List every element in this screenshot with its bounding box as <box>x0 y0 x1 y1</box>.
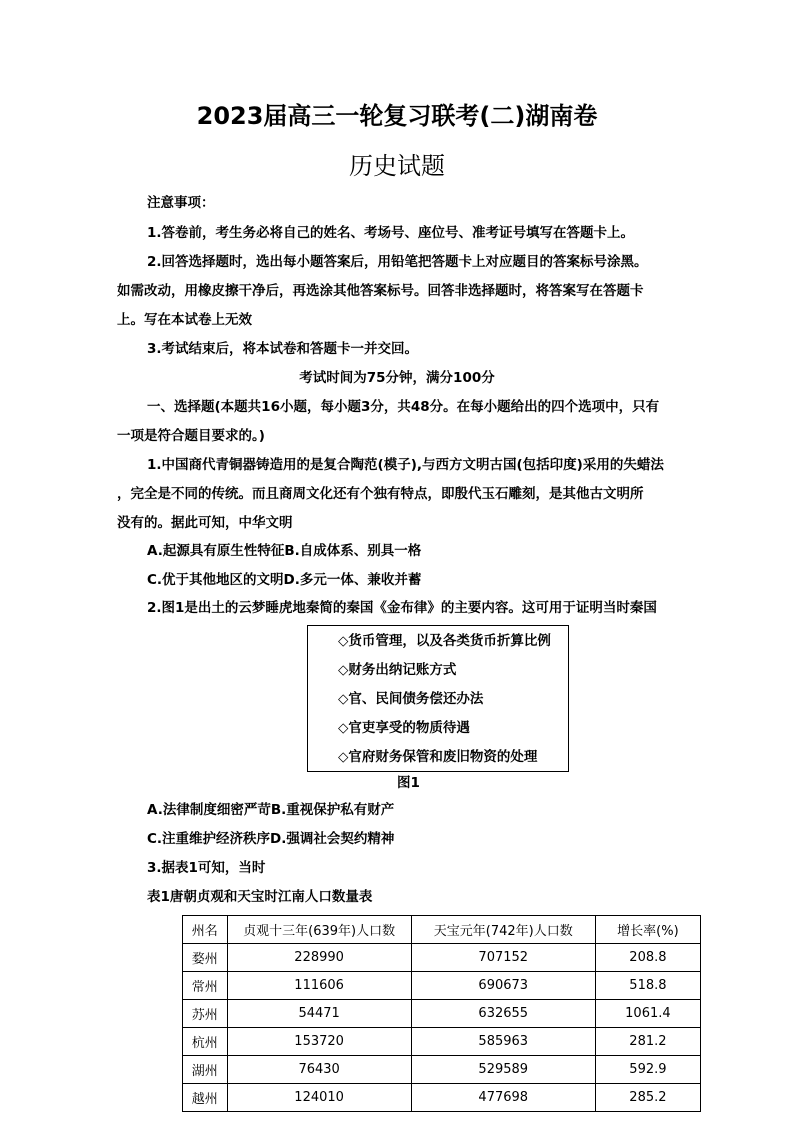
exam-time: 考试时间为75分钟，满分100分 <box>299 370 495 386</box>
table-row <box>183 1056 701 1084</box>
table-cell: 111606 <box>227 972 411 1000</box>
table-cell: 湖州 <box>183 1056 228 1084</box>
table-1-caption: 表1唐朝贞观和天宝时江南人口数量表 <box>147 889 373 905</box>
figure-item: ◇官府财务保管和废旧物资的处理 <box>338 749 538 765</box>
notice-item-2-line-1: 2.回答选择题时，选出每小题答案后，用铅笔把答题卡上对应题目的答案标号涂黑。 <box>147 254 648 270</box>
notice-item-2-line-2: 如需改动，用橡皮擦干净后，再选涂其他答案标号。回答非选择题时，将答案写在答题卡 <box>117 283 644 299</box>
section-1-line-1: 一、选择题(本题共16小题，每小题3分，共48分。在每小题给出的四个选项中，只有 <box>147 399 660 415</box>
figure-1-caption: 图1 <box>397 775 420 791</box>
table-cell: 54471 <box>227 1000 411 1028</box>
table-cell: 常州 <box>183 972 228 1000</box>
table-cell: 越州 <box>183 1084 228 1112</box>
q3-stem: 3.据表1可知，当时 <box>147 860 266 876</box>
table-row <box>183 944 701 972</box>
table-header-cell: 贞观十三年(639年)人口数 <box>227 916 411 944</box>
figure-item: ◇财务出纳记账方式 <box>338 662 457 678</box>
table-cell: 153720 <box>227 1028 411 1056</box>
table-cell: 婺州 <box>183 944 228 972</box>
table-cell: 76430 <box>227 1056 411 1084</box>
page-subtitle: 历史试题 <box>349 152 445 180</box>
population-table <box>182 915 701 1112</box>
table-cell: 632655 <box>411 1000 595 1028</box>
table-cell: 苏州 <box>183 1000 228 1028</box>
table-cell: 592.9 <box>595 1056 700 1084</box>
table-cell: 杭州 <box>183 1028 228 1056</box>
table-row <box>183 972 701 1000</box>
q1-options-ab: A.起源具有原生性特征B.自成体系、别具一格 <box>147 543 422 559</box>
notice-item-3: 3.考试结束后，将本试卷和答题卡一并交回。 <box>147 341 419 357</box>
q2-options-cd: C.注重维护经济秩序D.强调社会契约精神 <box>147 831 395 847</box>
q1-options-cd: C.优于其他地区的文明D.多元一体、兼收并蓄 <box>147 572 422 588</box>
table-row <box>183 1000 701 1028</box>
notice-item-1: 1.答卷前，考生务必将自己的姓名、考场号、座位号、准考证号填写在答题卡上。 <box>147 225 635 241</box>
q1-stem-line-3: 没有的。据此可知，中华文明 <box>117 515 293 531</box>
table-cell: 707152 <box>411 944 595 972</box>
table-cell: 1061.4 <box>595 1000 700 1028</box>
table-header-cell: 增长率(%) <box>595 916 700 944</box>
table-header-cell: 州名 <box>183 916 228 944</box>
table-cell: 208.8 <box>595 944 700 972</box>
table-row <box>183 1084 701 1112</box>
table-cell: 285.2 <box>595 1084 700 1112</box>
page-title: 2023届高三一轮复习联考(二)湖南卷 <box>196 102 598 130</box>
table-cell: 585963 <box>411 1028 595 1056</box>
table-header-cell: 天宝元年(742年)人口数 <box>411 916 595 944</box>
table-cell: 124010 <box>227 1084 411 1112</box>
figure-item: ◇货币管理，以及各类货币折算比例 <box>338 633 551 649</box>
section-1-line-2: 一项是符合题目要求的。) <box>117 428 265 444</box>
figure-item: ◇官吏享受的物质待遇 <box>338 720 470 736</box>
notice-heading: 注意事项： <box>147 195 215 211</box>
table-cell: 529589 <box>411 1056 595 1084</box>
figure-item: ◇官、民间债务偿还办法 <box>338 691 484 707</box>
q1-stem-line-1: 1.中国商代青铜器铸造用的是复合陶范(模子),与西方文明古国(包括印度)采用的失蜡法 <box>147 457 664 473</box>
table-row <box>183 1028 701 1056</box>
table-cell: 518.8 <box>595 972 700 1000</box>
table-cell: 690673 <box>411 972 595 1000</box>
q1-stem-line-2: ，完全是不同的传统。而且商周文化还有个独有特点，即殷代玉石雕刻，是其他古文明所 <box>117 486 644 502</box>
table-cell: 477698 <box>411 1084 595 1112</box>
figure-1-box <box>307 625 569 772</box>
table-cell: 281.2 <box>595 1028 700 1056</box>
notice-item-2-line-3: 上。写在本试卷上无效 <box>117 312 252 328</box>
table-cell: 228990 <box>227 944 411 972</box>
table-header-row <box>183 916 701 944</box>
q2-options-ab: A.法律制度细密严苛B.重视保护私有财产 <box>147 802 395 818</box>
q2-stem: 2.图1是出土的云梦睡虎地秦简的秦国《金布律》的主要内容。这可用于证明当时秦国 <box>147 600 657 616</box>
